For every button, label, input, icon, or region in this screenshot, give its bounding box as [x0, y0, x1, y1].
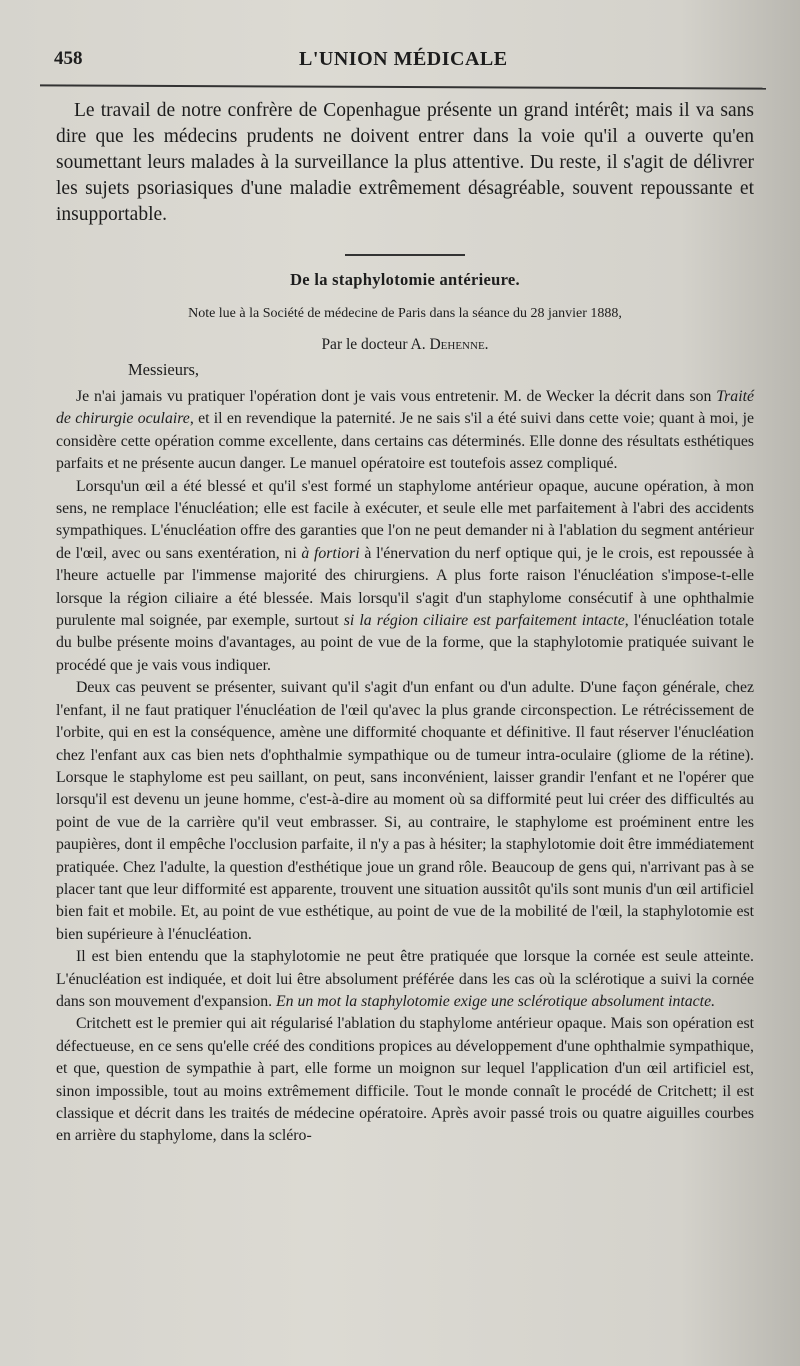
- header-rule: [40, 84, 766, 89]
- paragraph-1-book-title: Traité de chirurgie oculaire: [56, 388, 754, 428]
- paragraph-2: [56, 476, 754, 678]
- paragraph-1-text-a: Je n'ai jamais vu pratiquer l'opération dont je vais vous entretenir. M. de Wecker la décrit dans son: [76, 388, 717, 405]
- section-divider: [345, 254, 465, 256]
- running-head: [54, 48, 760, 78]
- author-name: Dehenne.: [429, 336, 489, 353]
- paragraph-4: [56, 946, 754, 1013]
- page-number: 458: [54, 48, 83, 69]
- salutation: Messieurs,: [128, 360, 200, 379]
- paragraph-2-text-b: à l'énervation du nerf optique qui, je le crois, est repoussée à l'heure actuelle par l'immense majorité des chirurgiens. A plus forte raison l'énucléation s'impose-t-elle lorsque la région ciliaire a été blessée. Mais lorsqu'il s'agit d'un staphylome consécutif à une ophthalmie purulente mal soignée, par exemple, surtout: [56, 544, 754, 630]
- paragraph-1: [56, 386, 754, 476]
- paragraph-1-text-b: , et il en revendique la paternité. Je ne sais s'il a été suivi dans cette voie; quant à moi, je considère cette opération comme excellente, dans certains cas déterminés. Elle donne des résultats esthétiques parfaits et ne présente aucun danger. Le manuel opératoire est toutefois assez compliqué.: [56, 410, 754, 473]
- byline-prefix: Par le docteur A.: [321, 336, 430, 353]
- paragraph-4-text: Il est bien entendu que la staphylotomie ne peut être pratiquée que lorsque la cornée est seule atteinte. L'énucléation est indiquée, et doit lui être absolument préférée dans les cas où la sclérotique a suivi la cornée dans son mouvement d'expansion.: [56, 948, 754, 1010]
- article-byline: [56, 336, 754, 354]
- lead-paragraph: Le travail de notre confrère de Copenhague présente un grand intérêt; mais il va sans dire que les médecins prudents ne doivent entrer dans la voie qu'il a ouverte qu'en soumettant leurs malades à la surveillance la plus attentive. Du reste, il s'agit de délivrer les sujets psoriasiques d'une maladie extrêmement désagréable, souvent repoussante et insupportable.: [56, 100, 754, 225]
- paragraph-4-emphasis: En un mot la staphylotomie exige une sclérotique absolument intacte.: [276, 992, 716, 1010]
- paragraph-3: Deux cas peuvent se présenter, suivant qu'il s'agit d'un enfant ou d'un adulte. D'une façon générale, chez l'enfant, il ne faut pratiquer l'énucléation de l'œil qu'avec la plus grande circonspection. Le rétrécissement de l'orbite, qui en est la conséquence, amène une difformité choquante et définitive. Il faut réserver l'énucléation chez l'enfant aux cas bien nets d'ophthalmie sympathique ou de tumeur intra-oculaire (gliome de la rétine). Lorsque le staphylome est peu saillant, on peut, sans inconvénient, laisser grandir l'enfant et ne l'opérer que lorsqu'il est devenu un jeune homme, c'est-à-dire au moment où sa difformité peut lui créer des difficultés au point de vue de la carrière qu'il veut embrasser. Si, au contraire, le staphylome est proéminent entre les paupières, dont il empêche l'occlusion parfaite, il n'y a pas à hésiter; la staphylotomie doit être immédiatement pratiquée. Chez l'adulte, la question d'esthétique joue un grand rôle. Beaucoup de gens qui, n'arrivant pas à se placer tant que leur difformité est apparente, trouvent une situation aussitôt qu'ils sont munis d'un œil artificiel bien fait et mobile. Et, au point de vue esthétique, au point de vue de la mobilité de l'œil, la staphylotomie est bien supérieure à l'énucléation.: [56, 679, 754, 943]
- paragraph-2-text-c: , l'énucléation totale du bulbe présente moins d'avantages, au point de vue de la forme, que la staphylotomie pratiquée suivant le procédé que je vais vous indiquer.: [56, 612, 755, 674]
- page-content: [56, 98, 754, 1148]
- article-body: [56, 386, 754, 1148]
- journal-title: L'UNION MÉDICALE: [299, 48, 508, 70]
- article-note: Note lue à la Société de médecine de Paris dans la séance du 28 janvier 1888,: [188, 306, 622, 321]
- paragraph-2-emphasis-1: à fortiori: [301, 544, 360, 562]
- paragraph-2-emphasis-2: si la région ciliaire est parfaitement intacte: [343, 612, 625, 630]
- paragraph-5: Critchett est le premier qui ait régularisé l'ablation du staphylome antérieur opaque. Mais son opération est défectueuse, en ce sens qu'elle créé des conditions propices au développement d'une ophthalmie sympathique, et que, question de sympathie à part, elle forme un moignon sur lequel l'application d'un œil artificiel est, sinon impossible, tout au moins extrêmement difficile. Tout le monde connaît le procédé de Critchett; il est classique et décrit dans les traités de médecine opératoire. Après avoir passé trois ou quatre aiguilles courbes en arrière du staphylome, dans la scléro-: [56, 1015, 754, 1145]
- paragraph-2-text-a: Lorsqu'un œil a été blessé et qu'il s'est formé un staphylome antérieur opaque, aucune opération, à mon sens, ne remplace l'énucléation; elle est facile à exécuter, et seule elle met parfaitement à l'abri des accidents sympathiques. L'énucléation offre des garanties que l'on ne peut demander ni à l'ablation du segment antérieur de l'œil, avec ou sans exentération, ni: [56, 477, 754, 562]
- article-title: De la staphylotomie antérieure.: [290, 270, 520, 289]
